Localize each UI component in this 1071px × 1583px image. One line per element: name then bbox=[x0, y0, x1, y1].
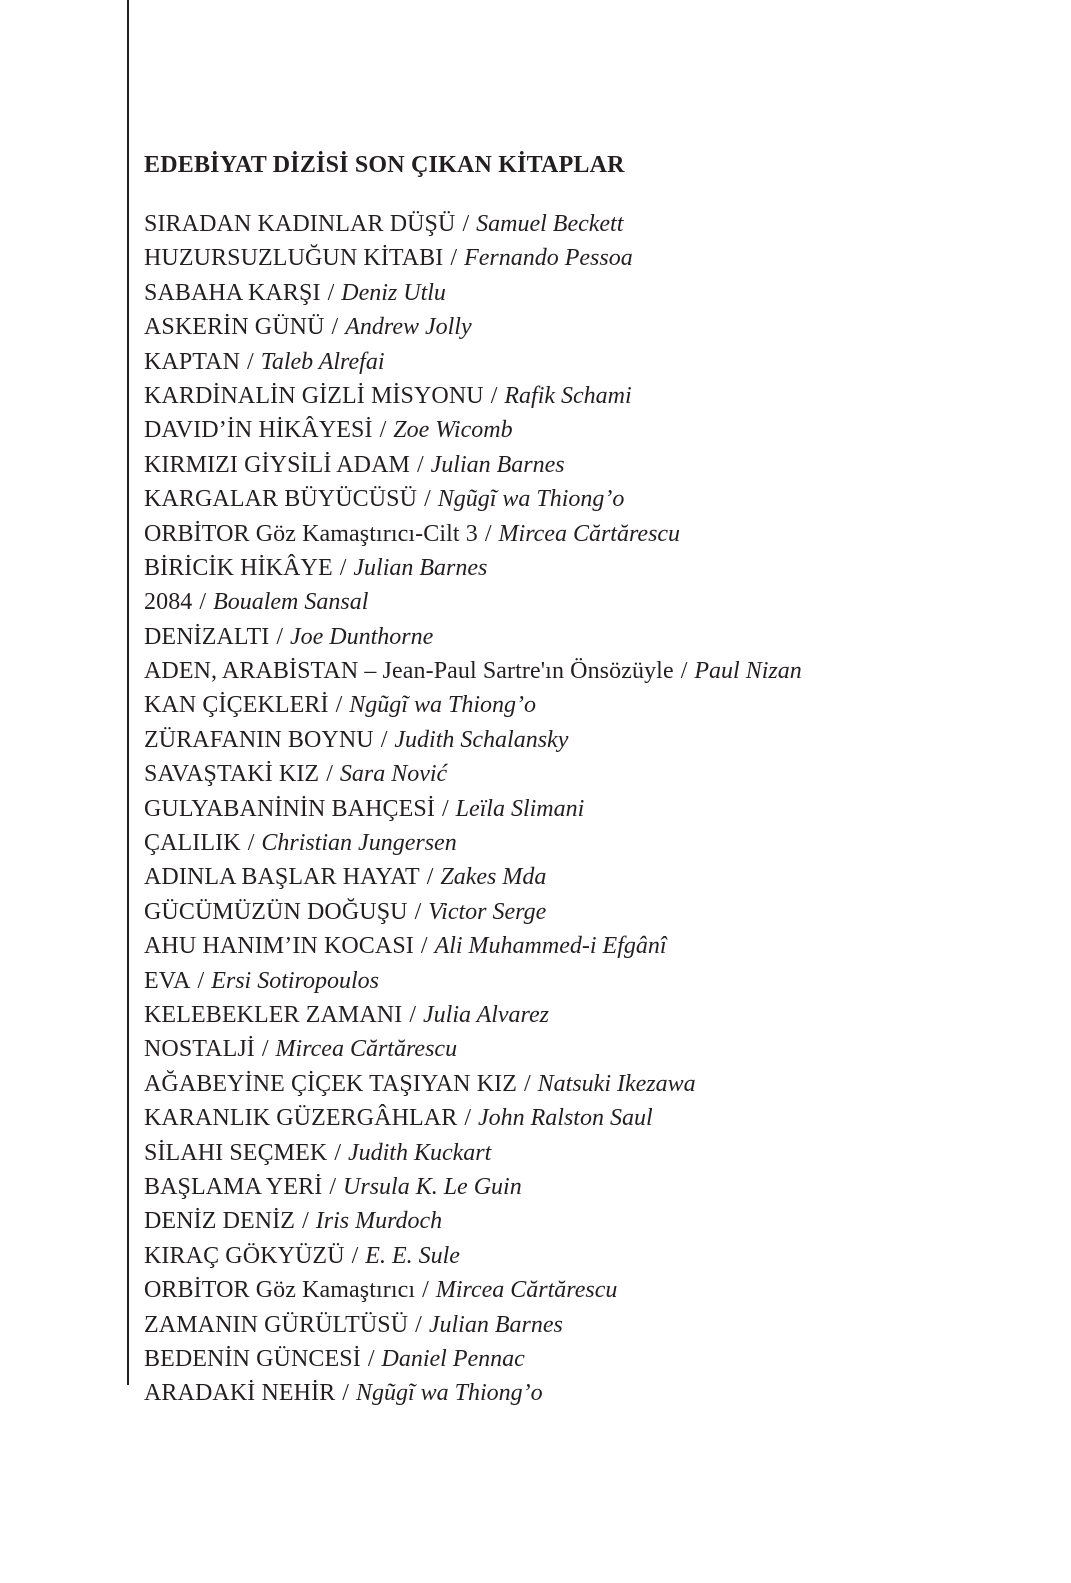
book-title: KAPTAN bbox=[144, 348, 241, 375]
book-entry bbox=[144, 757, 1044, 791]
title-author-separator: / bbox=[420, 864, 440, 891]
book-entry bbox=[144, 379, 1044, 413]
book-author: Mircea Cărtărescu bbox=[275, 1036, 458, 1063]
book-entry bbox=[144, 860, 1044, 894]
title-author-separator: / bbox=[191, 967, 211, 994]
book-entry bbox=[144, 929, 1044, 963]
book-author: Zoe Wicomb bbox=[393, 417, 513, 444]
book-entry bbox=[144, 1308, 1044, 1342]
book-entry bbox=[144, 1273, 1044, 1307]
book-author: Julian Barnes bbox=[430, 451, 565, 478]
book-entry bbox=[144, 654, 1044, 688]
book-author: Sara Nović bbox=[339, 761, 448, 788]
book-entry bbox=[144, 551, 1044, 585]
book-entry bbox=[144, 585, 1044, 619]
book-author: Daniel Pennac bbox=[381, 1345, 525, 1372]
book-author: Julia Alvarez bbox=[423, 1001, 549, 1028]
title-author-separator: / bbox=[241, 830, 261, 857]
book-author: Andrew Jolly bbox=[345, 314, 472, 341]
book-author: Iris Murdoch bbox=[315, 1208, 443, 1235]
page-title: EDEBİYAT DİZİSİ SON ÇIKAN KİTAPLAR bbox=[144, 152, 625, 178]
book-entry bbox=[144, 517, 1044, 551]
title-author-separator: / bbox=[408, 898, 428, 925]
book-entry bbox=[144, 310, 1044, 344]
title-author-separator: / bbox=[456, 211, 476, 237]
book-entry bbox=[144, 482, 1044, 516]
book-title: 2084 bbox=[144, 589, 193, 616]
title-author-separator: / bbox=[478, 520, 498, 547]
book-author: Fernando Pessoa bbox=[464, 245, 633, 272]
book-title: SAVAŞTAKİ KIZ bbox=[144, 761, 320, 788]
book-title: NOSTALJİ bbox=[144, 1036, 255, 1063]
book-entry bbox=[144, 413, 1044, 447]
book-title: KARGALAR BÜYÜCÜSÜ bbox=[144, 486, 418, 513]
title-author-separator: / bbox=[484, 382, 504, 409]
book-title: KAN ÇİÇEKLERİ bbox=[144, 692, 329, 719]
book-author: Samuel Beckett bbox=[476, 211, 624, 237]
title-author-separator: / bbox=[296, 1208, 315, 1235]
book-title: AHU HANIM’IN KOCASI bbox=[144, 933, 414, 960]
book-title: ASKERİN GÜNÜ bbox=[144, 314, 325, 341]
book-entry bbox=[144, 723, 1044, 757]
book-entry bbox=[144, 792, 1044, 826]
book-title: ORBİTOR Göz Kamaştırıcı-Cilt 3 bbox=[144, 520, 478, 547]
book-title: GULYABANİNİN BAHÇESİ bbox=[144, 795, 435, 822]
book-entry bbox=[144, 964, 1044, 998]
title-author-separator: / bbox=[241, 348, 260, 375]
book-author: John Ralston Saul bbox=[477, 1105, 653, 1132]
book-title: KELEBEKLER ZAMANI bbox=[144, 1001, 403, 1028]
book-entry bbox=[144, 1136, 1044, 1170]
book-entry bbox=[144, 826, 1044, 860]
book-title: ADINLA BAŞLAR HAYAT bbox=[144, 864, 420, 891]
book-title: BAŞLAMA YERİ bbox=[144, 1173, 323, 1200]
book-author: Rafik Schami bbox=[504, 382, 632, 409]
book-title: ADEN, ARABİSTAN – Jean-Paul Sartre'ın Önsözüyle bbox=[144, 658, 674, 685]
book-title: ARADAKİ NEHİR bbox=[144, 1380, 336, 1407]
title-author-separator: / bbox=[270, 623, 289, 650]
book-author: E. E. Sule bbox=[365, 1242, 460, 1269]
book-title: DAVID’İN HİKÂYESİ bbox=[144, 417, 373, 444]
book-title: HUZURSUZLUĞUN KİTABI bbox=[144, 245, 444, 272]
book-author: Christian Jungersen bbox=[261, 830, 457, 857]
book-title: AĞABEYİNE ÇİÇEK TAŞIYAN KIZ bbox=[144, 1070, 517, 1097]
book-author: Judith Schalansky bbox=[394, 726, 569, 753]
book-entry bbox=[144, 1239, 1044, 1273]
title-author-separator: / bbox=[323, 1173, 343, 1200]
book-entry bbox=[144, 1101, 1044, 1135]
book-list-page bbox=[144, 148, 1044, 1411]
book-author: Joe Dunthorne bbox=[290, 623, 434, 650]
book-entry bbox=[144, 620, 1044, 654]
book-title: SABAHA KARŞI bbox=[144, 279, 321, 306]
book-author: Julian Barnes bbox=[353, 554, 488, 581]
book-author: Mircea Cărtărescu bbox=[435, 1277, 618, 1304]
book-title: GÜCÜMÜZÜN DOĞUŞU bbox=[144, 898, 408, 925]
book-title: EVA bbox=[144, 967, 191, 994]
book-author: Ali Muhammed-i Efgânî bbox=[434, 933, 667, 960]
book-author: Natsuki Ikezawa bbox=[537, 1070, 696, 1097]
book-author: Mircea Cărtărescu bbox=[498, 520, 681, 547]
book-title: KARANLIK GÜZERGÂHLAR bbox=[144, 1105, 458, 1132]
book-list bbox=[144, 207, 1044, 1411]
book-author: Paul Nizan bbox=[694, 658, 802, 685]
book-author: Leïla Slimani bbox=[455, 795, 585, 822]
book-author: Victor Serge bbox=[428, 898, 547, 925]
book-entry bbox=[144, 1170, 1044, 1204]
book-entry bbox=[144, 1204, 1044, 1238]
book-author: Ersi Sotiropoulos bbox=[211, 967, 380, 994]
book-entry bbox=[144, 688, 1044, 722]
title-author-separator: / bbox=[674, 658, 694, 685]
book-entry bbox=[144, 1032, 1044, 1066]
book-title: KARDİNALİN GİZLİ MİSYONU bbox=[144, 382, 484, 409]
book-author: Ngũgĩ wa Thiong’o bbox=[349, 692, 536, 719]
title-author-separator: / bbox=[333, 554, 353, 581]
book-author: Ngũgĩ wa Thiong’o bbox=[355, 1380, 543, 1407]
margin-rule bbox=[127, 0, 129, 1385]
title-author-separator: / bbox=[416, 1277, 435, 1304]
book-title: DENİZALTI bbox=[144, 623, 270, 650]
book-entry bbox=[144, 895, 1044, 929]
book-author: Taleb Alrefai bbox=[260, 348, 385, 375]
book-title: KIRAÇ GÖKYÜZÜ bbox=[144, 1242, 345, 1269]
book-author: Ngũgĩ wa Thiong’o bbox=[437, 486, 625, 513]
title-author-separator: / bbox=[435, 795, 455, 822]
book-title: ZAMANIN GÜRÜLTÜSÜ bbox=[144, 1311, 409, 1338]
book-title: SIRADAN KADINLAR DÜŞÜ bbox=[144, 211, 456, 237]
book-author: Zakes Mda bbox=[440, 864, 547, 891]
title-author-separator: / bbox=[345, 1242, 365, 1269]
book-entry bbox=[144, 1067, 1044, 1101]
book-author: Boualem Sansal bbox=[213, 589, 369, 616]
book-author: Ursula K. Le Guin bbox=[343, 1173, 522, 1200]
book-author: Judith Kuckart bbox=[347, 1139, 492, 1166]
title-author-separator: / bbox=[414, 933, 434, 960]
book-entry bbox=[144, 345, 1044, 379]
book-entry bbox=[144, 207, 1044, 241]
book-title: ÇALILIK bbox=[144, 830, 241, 857]
title-author-separator: / bbox=[320, 761, 339, 788]
title-author-separator: / bbox=[517, 1070, 537, 1097]
book-title: ORBİTOR Göz Kamaştırıcı bbox=[144, 1277, 416, 1304]
book-entry bbox=[144, 1342, 1044, 1376]
title-author-separator: / bbox=[373, 417, 393, 444]
book-title: ZÜRAFANIN BOYNU bbox=[144, 726, 374, 753]
title-author-separator: / bbox=[403, 1001, 423, 1028]
title-author-separator: / bbox=[325, 314, 345, 341]
book-author: Julian Barnes bbox=[428, 1311, 563, 1338]
book-title: BEDENİN GÜNCESİ bbox=[144, 1345, 361, 1372]
title-author-separator: / bbox=[329, 692, 349, 719]
title-author-separator: / bbox=[444, 245, 464, 272]
book-entry bbox=[144, 241, 1044, 275]
title-author-separator: / bbox=[418, 486, 437, 513]
title-author-separator: / bbox=[193, 589, 213, 616]
title-author-separator: / bbox=[321, 279, 341, 306]
title-author-separator: / bbox=[409, 1311, 428, 1338]
book-entry bbox=[144, 448, 1044, 482]
book-author: Deniz Utlu bbox=[341, 279, 446, 306]
title-author-separator: / bbox=[328, 1139, 347, 1166]
book-entry bbox=[144, 998, 1044, 1032]
book-entry bbox=[144, 276, 1044, 310]
book-title: BİRİCİK HİKÂYE bbox=[144, 554, 333, 581]
book-entry bbox=[144, 1376, 1044, 1410]
book-title: KIRMIZI GİYSİLİ ADAM bbox=[144, 451, 410, 478]
title-author-separator: / bbox=[336, 1380, 355, 1407]
book-title: SİLAHI SEÇMEK bbox=[144, 1139, 328, 1166]
title-author-separator: / bbox=[361, 1345, 381, 1372]
title-author-separator: / bbox=[458, 1105, 477, 1132]
book-title: DENİZ DENİZ bbox=[144, 1208, 296, 1235]
title-author-separator: / bbox=[255, 1036, 275, 1063]
title-author-separator: / bbox=[410, 451, 430, 478]
title-author-separator: / bbox=[374, 726, 394, 753]
